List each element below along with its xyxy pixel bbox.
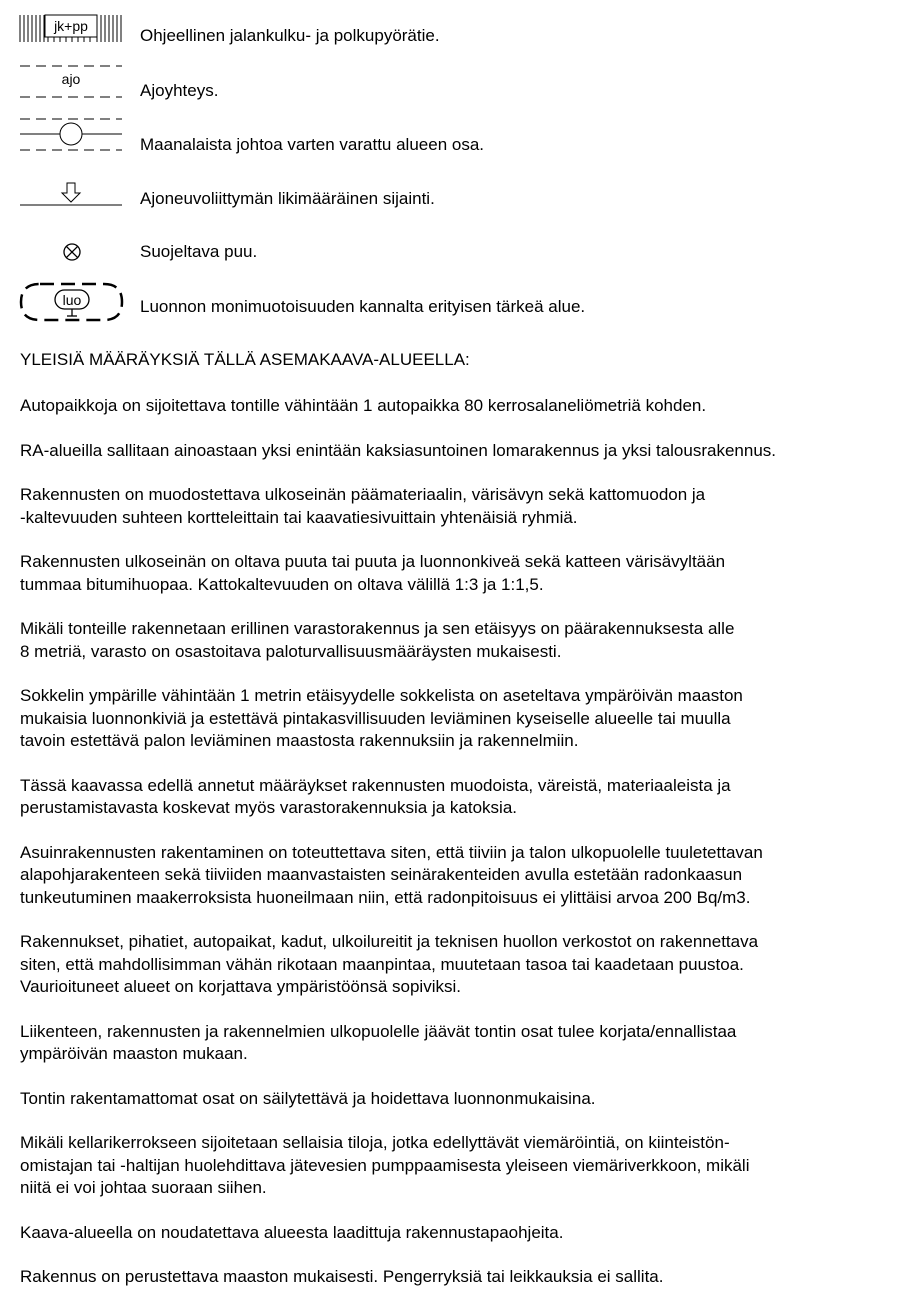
regulation-paragraph — [20, 1132, 890, 1200]
legend-item-protected-tree — [0, 238, 900, 278]
regulation-line: tummaa bitumihuopaa. Kattokaltevuuden on oltava välillä 1:3 ja 1:1,5. — [20, 574, 544, 594]
regulation-paragraph — [20, 775, 890, 820]
legend-symbol-label: luo — [62, 292, 82, 308]
legend-text: Ohjeellinen jalankulku- ja polkupyörätie. — [140, 26, 440, 45]
legend-item-driveway — [0, 64, 900, 104]
regulation-line: omistajan tai -haltijan huolehdittava jätevesien pumppaamisesta yleiseen viemäriverkkoon, mikäli — [20, 1155, 750, 1175]
regulation-paragraph — [20, 842, 890, 910]
regulation-line: siten, että mahdollisimman vähän rikotaan maanpintaa, muutetaan tasoa tai kaadetaan puustoa. — [20, 954, 744, 974]
regulation-paragraph — [20, 395, 890, 418]
driveway-icon — [18, 64, 128, 104]
regulations-heading: YLEISIÄ MÄÄRÄYKSIÄ TÄLLÄ ASEMAKAAVA-ALUEELLA: — [20, 350, 470, 369]
regulation-line: tunkeutuminen maakerroksista huoneilmaan niin, että radonpitoisuus ei ylittäisi arvoa 200 Bq/m3. — [20, 887, 751, 907]
regulation-line: Liikenteen, rakennusten ja rakennelmien ulkopuolelle jäävät tontin osat tulee korjata/ennallistaa — [20, 1021, 737, 1041]
legend-text: Ajoneuvoliittymän likimääräinen sijainti. — [140, 189, 435, 208]
regulation-paragraph — [20, 931, 890, 999]
regulation-line: Autopaikkoja on sijoitettava tontille vähintään 1 autopaikka 80 kerrosalaneliömetriä kohden. — [20, 396, 707, 415]
regulations-list — [20, 395, 890, 1311]
legend-text: Maanalaista johtoa varten varattu alueen osa. — [140, 135, 485, 154]
regulation-line: Tontin rakentamattomat osat on säilytettävä ja hoidettava luonnonmukaisina. — [20, 1088, 596, 1108]
regulation-paragraph — [20, 484, 890, 529]
regulation-line: ympäröivän maaston mukaan. — [20, 1044, 248, 1063]
regulation-line: RA-alueilla sallitaan ainoastaan yksi enintään kaksiasuntoinen lomarakennus ja yksi talousrakennus. — [20, 440, 776, 460]
legend-text: Suojeltava puu. — [140, 242, 258, 261]
regulation-line: tavoin estettävä palon leviäminen maastosta rakennuksiin ja rakennelmiin. — [20, 731, 579, 750]
regulation-line: Mikäli tonteille rakennetaan erillinen varastorakennus ja sen etäisyys on päärakennuksesta alle — [20, 619, 735, 638]
regulation-line: Rakennukset, pihatiet, autopaikat, kadut, ulkoilureitit ja teknisen huollon verkostot on rakennettava — [20, 932, 759, 951]
regulation-paragraph — [20, 1266, 890, 1289]
regulation-paragraph — [20, 440, 890, 463]
regulation-line: Tässä kaavassa edellä annetut määräykset rakennusten muodoista, väreistä, materiaaleista ja — [20, 775, 731, 795]
regulation-line: perustamistavasta koskevat myös varastorakennuksia ja katoksia. — [20, 798, 518, 817]
legend-item-vehicle-access — [0, 181, 900, 221]
legend-symbol-label: ajo — [61, 71, 81, 87]
regulation-paragraph — [20, 685, 890, 753]
legend-item-pedestrian-cycle-path — [0, 14, 900, 54]
regulation-line: Sokkelin ympärille vähintään 1 metrin etäisyydelle sokkelista on aseteltava ympäröivän maaston — [20, 686, 743, 705]
regulation-line: Asuinrakennusten rakentaminen on toteuttettava siten, että tiiviin ja talon ulkopuolelle tuuletettavan — [20, 842, 763, 862]
regulation-line: Mikäli kellarikerrokseen sijoitetaan sellaisia tiloja, jotka edellyttävät viemäröintiä, on kiinteistön- — [20, 1133, 730, 1152]
legend-item-nature-area — [0, 280, 900, 320]
regulation-line: 8 metriä, varasto on osastoitava paloturvallisuusmääräysten mukaisesti. — [20, 641, 562, 661]
regulation-paragraph — [20, 618, 890, 663]
vehicle-access-icon — [18, 181, 128, 221]
regulation-line: Rakennus on perustettava maaston mukaisesti. Pengerryksiä tai leikkauksia ei sallita. — [20, 1267, 664, 1286]
pedestrian-cycle-path-icon — [18, 14, 128, 54]
legend-text: Luonnon monimuotoisuuden kannalta erityisen tärkeä alue. — [140, 297, 586, 316]
legend-item-underground-line — [0, 116, 900, 156]
legend-text: Ajoyhteys. — [140, 81, 219, 100]
regulation-line: Kaava-alueella on noudatettava alueesta laadittuja rakennustapaohjeita. — [20, 1222, 564, 1242]
regulation-line: -kaltevuuden suhteen kortteleittain tai kaavatiesivuittain yhtenäisiä ryhmiä. — [20, 507, 578, 527]
legend-symbol-label: jk+pp — [54, 18, 88, 34]
regulation-line: niitä ei voi johtaa suoraan siihen. — [20, 1178, 267, 1197]
underground-line-icon — [18, 116, 128, 156]
regulation-line: Vaurioituneet alueet on korjattava ympäristöönsä sopiviksi. — [20, 977, 461, 996]
regulation-paragraph — [20, 1088, 890, 1111]
regulation-line: mukaisia luonnonkiviä ja estettävä pintakasvillisuuden leviäminen kyseiselle alueelle tai muulla — [20, 708, 731, 728]
regulation-line: alapohjarakenteen sekä tiiviiden maanvastaisten seinärakenteiden avulla estetään radonkaasun — [20, 865, 743, 884]
regulation-paragraph — [20, 551, 890, 596]
protected-tree-icon — [18, 238, 128, 278]
regulation-paragraph — [20, 1222, 890, 1245]
regulation-line: Rakennusten ulkoseinän on oltava puuta tai puuta ja luonnonkiveä sekä katteen värisävyltään — [20, 552, 726, 571]
regulation-line: Rakennusten on muodostettava ulkoseinän päämateriaalin, värisävyn sekä kattomuodon ja — [20, 485, 706, 504]
regulation-paragraph — [20, 1021, 890, 1066]
nature-area-icon — [18, 280, 128, 320]
